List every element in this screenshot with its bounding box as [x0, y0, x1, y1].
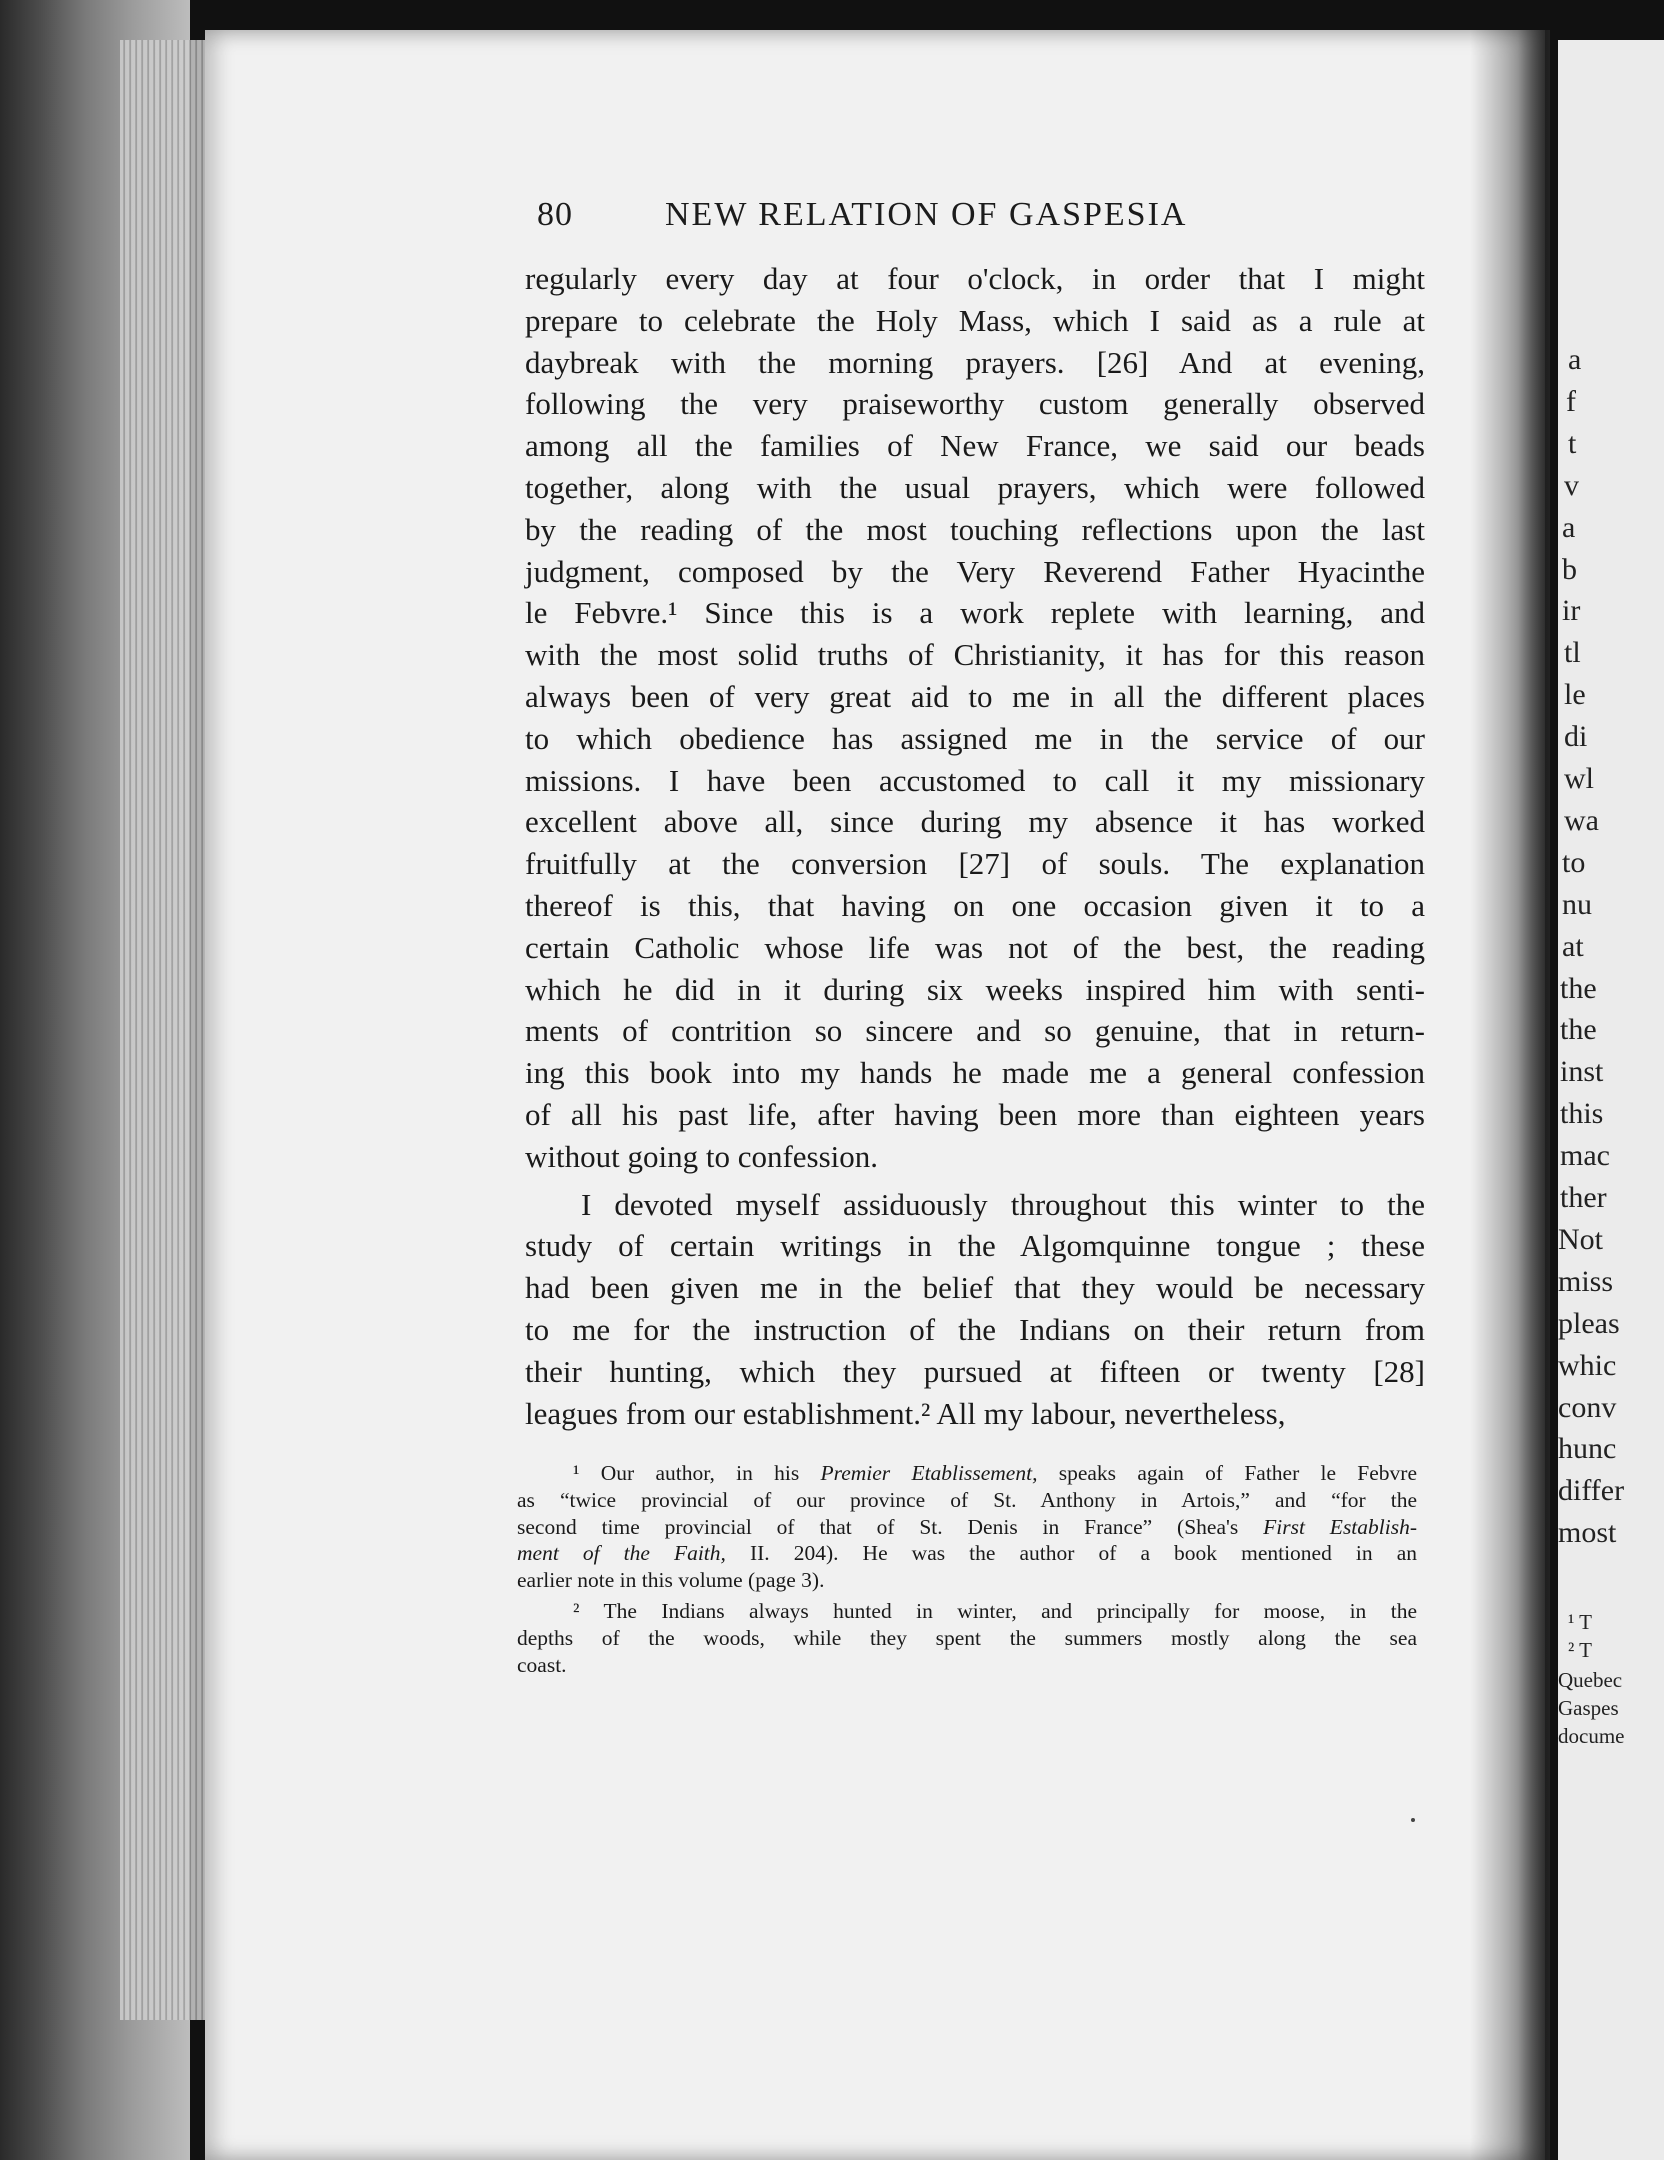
footnote-marker: ²	[573, 1598, 580, 1623]
facing-page-fragment	[1558, 40, 1664, 2160]
facing-page-text: a	[1562, 510, 1576, 544]
footnote-1-line	[517, 1514, 1417, 1541]
page-edges	[120, 40, 215, 2020]
facing-page-text: v	[1564, 468, 1579, 502]
body-line: by the reading of the most touching reflections upon the last	[525, 511, 1425, 547]
body-line: among all the families of New France, we said our beads	[525, 428, 1425, 464]
footnote-text: speaks again of Father le Febvre	[1037, 1461, 1418, 1485]
facing-page-text: le	[1564, 678, 1586, 712]
body-line: ments of contrition so sincere and so genuine, that in return-	[525, 1013, 1425, 1049]
body-line: thereof is this, that having on one occasion given it to a	[525, 887, 1425, 923]
facing-page-text: miss	[1558, 1264, 1614, 1298]
body-line: judgment, composed by the Very Reverend Father Hyacinthe	[525, 553, 1425, 589]
footnote-1-line: earlier note in this volume (page 3).	[517, 1568, 825, 1593]
body-line: of all his past life, after having been more than eighteen years	[525, 1096, 1425, 1132]
facing-page-text: di	[1564, 720, 1588, 754]
body-line: without going to confession.	[525, 1138, 879, 1174]
book-gutter	[1470, 30, 1550, 2160]
body-line: study of certain writings in the Algomquinne tongue ; these	[525, 1228, 1425, 1264]
facing-page-text: whic	[1558, 1348, 1617, 1382]
facing-page-text: b	[1562, 552, 1577, 586]
facing-page-text: nu	[1562, 887, 1592, 921]
facing-page-text: wl	[1564, 762, 1594, 795]
footnote-text: Our author, in his	[600, 1461, 821, 1485]
body-line: excellent above all, since during my absence it has worked	[525, 804, 1425, 840]
facing-page-note: ¹ T	[1568, 1610, 1592, 1634]
body-line: which he did in it during six weeks inspired him with senti-	[525, 971, 1425, 1007]
facing-page-text: wa	[1564, 803, 1599, 837]
body-line: daybreak with the morning prayers. [26] And at evening,	[525, 344, 1425, 380]
facing-page-text: this	[1560, 1097, 1604, 1131]
footnote-2-line: coast.	[517, 1652, 567, 1677]
body-line: fruitfully at the conversion [27] of souls. The explanation	[525, 846, 1425, 882]
body-line: ing this book into my hands he made me a general confession	[525, 1055, 1425, 1091]
facing-page-text: hunc	[1558, 1432, 1617, 1466]
facing-page-text: the	[1560, 1013, 1597, 1047]
footnote-marker: ¹	[573, 1461, 580, 1485]
footnotes	[517, 1460, 1417, 1678]
page-number: 80	[537, 196, 573, 233]
body-line: together, along with the usual prayers, which were followed	[525, 469, 1425, 505]
footnote-title: Premier Etablissement,	[820, 1461, 1038, 1485]
facing-page-text: f	[1566, 384, 1576, 418]
body-line: prepare to celebrate the Holy Mass, which I said as a rule at	[525, 302, 1425, 338]
body-line: regularly every day at four o'clock, in order that I might	[525, 261, 1425, 296]
facing-page-text: differ	[1558, 1474, 1625, 1508]
footnote-title: ment of the Faith,	[517, 1541, 726, 1566]
footnote-1-line: as “twice provincial of our province of St. Anthony in Artois,” and “for the	[517, 1487, 1417, 1512]
facing-page-text: conv	[1558, 1390, 1617, 1424]
facing-page-text: t	[1568, 426, 1577, 460]
facing-page-text: a	[1568, 343, 1582, 376]
footnote-title: First Establish-	[1263, 1514, 1418, 1539]
body-line: to which obedience has assigned me in the service of our	[525, 720, 1425, 756]
facing-page-text: tl	[1564, 636, 1581, 670]
facing-page-text: pleas	[1558, 1306, 1620, 1340]
body-line: had been given me in the belief that they would be necessary	[525, 1270, 1425, 1306]
facing-page-note: Gaspes	[1558, 1696, 1619, 1720]
footnote-text: second time provincial of that of St. Denis in France” (Shea's	[517, 1514, 1264, 1539]
body-text	[525, 258, 1425, 1434]
facing-page-text: to	[1562, 845, 1586, 879]
facing-page-text: the	[1560, 971, 1597, 1005]
facing-page-column	[1558, 40, 1664, 2160]
facing-page-text: at	[1562, 929, 1584, 963]
facing-page-note: Quebec	[1558, 1668, 1623, 1692]
body-line: I devoted myself assiduously throughout this winter to the	[581, 1186, 1425, 1222]
facing-page-text: ther	[1560, 1181, 1607, 1214]
footnote-text: The Indians always hunted in winter, and principally for moose, in the	[603, 1598, 1417, 1623]
facing-page-text: most	[1558, 1516, 1617, 1550]
footnote-2-line: depths of the woods, while they spent the summers mostly along the sea	[517, 1625, 1417, 1650]
body-line: leagues from our establishment.² All my labour, nevertheless,	[525, 1395, 1286, 1431]
body-line: their hunting, which they pursued at fifteen or twenty [28]	[525, 1353, 1425, 1389]
body-line: certain Catholic whose life was not of the best, the reading	[525, 929, 1425, 965]
facing-page-text: ir	[1562, 594, 1581, 628]
body-line: following the very praiseworthy custom generally observed	[525, 386, 1425, 422]
body-line: with the most solid truths of Christianity, it has for this reason	[525, 637, 1425, 673]
footnote-text: II. 204). He was the author of a book mentioned in an	[725, 1541, 1417, 1566]
body-line: le Febvre.¹ Since this is a work replete with learning, and	[525, 595, 1425, 631]
facing-page-text: mac	[1560, 1139, 1610, 1173]
footnote-1-line	[517, 1540, 1417, 1567]
facing-page-text: inst	[1560, 1055, 1604, 1089]
footnote-2-line	[517, 1598, 1417, 1625]
running-head: NEW RELATION OF GASPESIA	[665, 196, 1188, 233]
facing-page-note: docume	[1558, 1724, 1625, 1748]
facing-page-note: ² T	[1568, 1638, 1592, 1662]
body-line: missions. I have been accustomed to call it my missionary	[525, 762, 1425, 798]
body-line: always been of very great aid to me in all the different places	[525, 678, 1425, 714]
paper-speck	[1411, 1818, 1415, 1822]
body-line: to me for the instruction of the Indians on their return from	[525, 1311, 1425, 1347]
page-header	[537, 196, 1417, 242]
facing-page-text: Not	[1558, 1222, 1603, 1256]
footnote-1-line	[517, 1460, 1417, 1487]
